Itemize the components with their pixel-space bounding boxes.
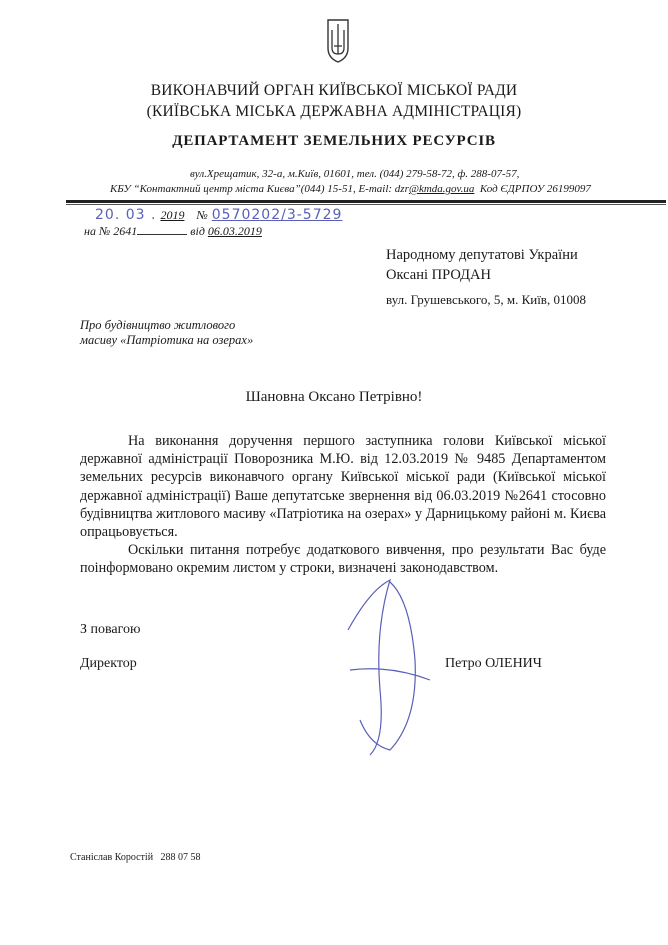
reply-to-line [84, 224, 262, 239]
recipient-name: Оксані ПРОДАН [386, 267, 491, 283]
signer-position: Директор [80, 656, 137, 671]
closing-regards: З повагою [80, 622, 141, 637]
from-label: від [190, 224, 205, 238]
edrpou-code: Код ЄДРПОУ 26199097 [479, 183, 591, 195]
registration-date: 20. 03 . [95, 207, 157, 223]
org-name-line2: (КИЇВСЬКА МІСЬКА ДЕРЖАВНА АДМІНІСТРАЦІЯ) [146, 103, 522, 120]
recipient-address: вул. Грушевського, 5, м. Київ, 01008 [386, 292, 586, 307]
registration-number: 0570202/3-5729 [211, 207, 343, 223]
signature [330, 570, 450, 760]
from-date: 06.03.2019 [207, 224, 262, 238]
reply-to-number: на № 2641 [84, 224, 138, 238]
address-line1: вул.Хрещатик, 32-а, м.Київ, 01601, тел. (044) 279-58-72, ф. 288-07-57, [190, 168, 520, 180]
header-divider [66, 200, 666, 203]
recipient-title: Народному депутатові України [386, 247, 578, 263]
registration-year: 2019 [160, 208, 185, 222]
subject-line1: Про будівництво житлового [80, 318, 236, 332]
signer-name: Петро ОЛЕНИЧ [445, 656, 542, 671]
address-line2 [110, 183, 591, 195]
department-name: ДЕПАРТАМЕНТ ЗЕМЕЛЬНИХ РЕСУРСІВ [172, 133, 496, 149]
number-label: № [196, 208, 208, 222]
contact-center: КБУ “Контактний центр міста Києва”(044) 15-51, E-mail: dzr [110, 183, 409, 195]
body-paragraph-2: Оскільки питання потребує додаткового вивчення, про результати Вас буде поінформовано окремим листом у строки, визначені законодавством. [80, 542, 606, 577]
greeting: Шановна Оксано Петрівно! [245, 389, 423, 405]
header-divider-thin [66, 204, 666, 205]
subject-line2: масиву «Патріотика на озерах» [80, 333, 254, 347]
coat-of-arms-icon [326, 18, 350, 64]
executor-info: Станіслав Коростій 288 07 58 [70, 852, 201, 863]
org-name-line1: ВИКОНАВЧИЙ ОРГАН КИЇВСЬКОЇ МІСЬКОЇ РАДИ [150, 82, 518, 99]
letter-body [80, 432, 606, 578]
email-domain: @kmda.gov.ua [408, 183, 475, 195]
body-paragraph-1: На виконання доручення першого заступника голови Київської міської державної адміністрації Поворозника М.Ю. від 12.03.2019 № 9485 Департаментом земельних ресурсів виконавчого органу Київської міської ради (Київської міської державної адміністрації) Ваше депутатське звернення від 06.03.2019 №2641 стосовно будівництва житлового масиву «Патріотика на озерах» у Дарницькому районі м. Києва опрацьовується. [80, 433, 606, 541]
registration-line [95, 206, 342, 224]
